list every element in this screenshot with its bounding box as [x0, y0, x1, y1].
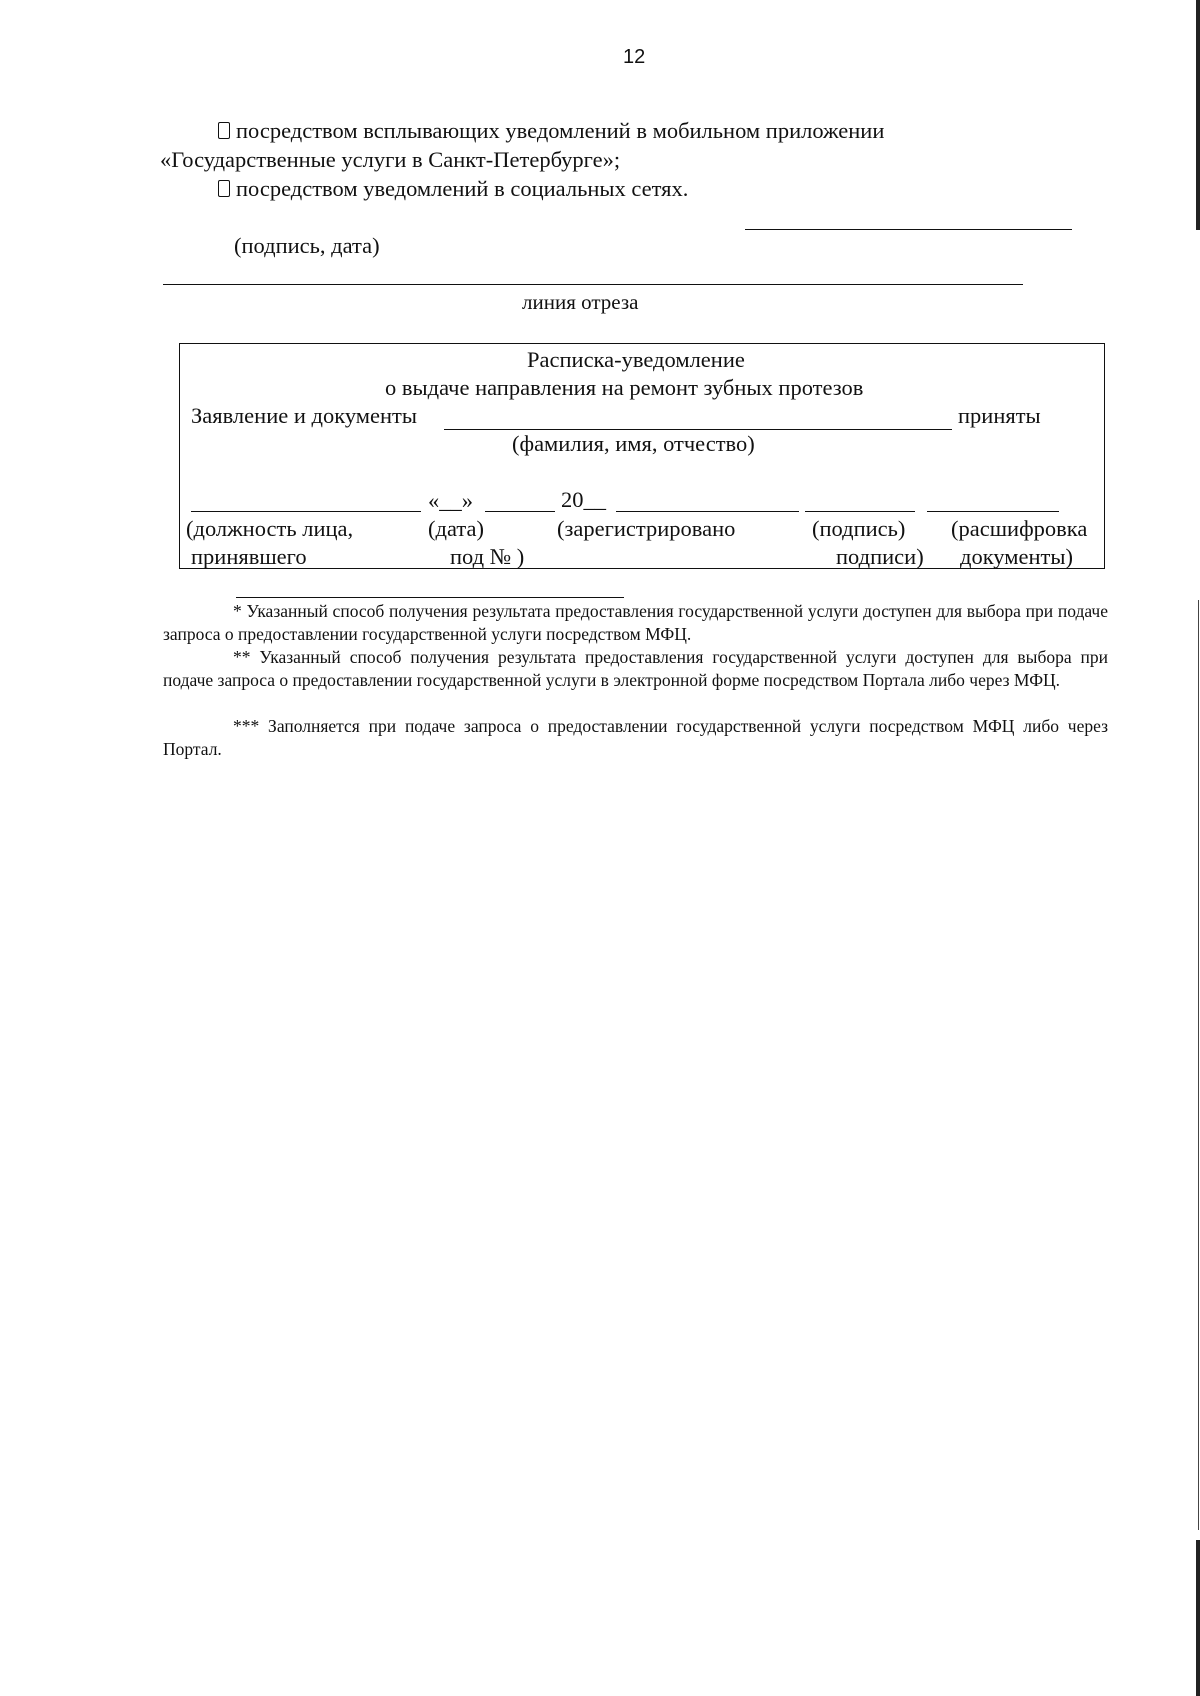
signature-field-line[interactable] — [805, 511, 915, 512]
caption-registered: (зарегистрировано — [557, 516, 736, 541]
caption-position-2: принявшего — [191, 544, 307, 569]
footnote-2-lead: ** Указанный способ получения результата предоставления государственной услуги доступен — [233, 647, 974, 667]
decoding-line[interactable] — [927, 511, 1059, 512]
caption-decoding-1: (расшифровка — [951, 516, 1088, 541]
caption-position-1: (должность лица, — [186, 516, 354, 541]
option-push-line1: посредством всплывающих уведомлений в мобильном приложении — [236, 118, 885, 143]
footnote-3-lead: *** Заполняется при подаче запроса о предоставлении государственной услуги посредством МФЦ — [233, 716, 1015, 736]
year-prefix: 20__ — [561, 487, 606, 512]
footnote-2-rest: для выбора при подаче запроса о предоставлении государственной услуги в электронной форме посредством Портала либо через МФЦ. — [163, 647, 1108, 690]
caption-date-1: (дата) — [428, 516, 484, 541]
checkbox-icon[interactable] — [218, 122, 230, 139]
option-push-line2: «Государственные услуги в Санкт-Петербурге»; — [160, 147, 621, 172]
receipt-title: Расписка-уведомление — [527, 347, 745, 372]
date-quotes: «__» — [428, 488, 473, 513]
documents-label: Заявление и документы — [191, 403, 417, 428]
checkbox-icon[interactable] — [218, 180, 230, 197]
caption-decoding-2: документы) — [960, 544, 1073, 569]
date-line[interactable] — [485, 511, 555, 512]
option-push-notification — [218, 118, 884, 144]
fio-line[interactable] — [444, 429, 952, 430]
footnote-1-lead: * Указанный способ получения результата предоставления государственной услуги доступен — [233, 601, 932, 621]
option-social-notification — [218, 176, 688, 202]
registration-line[interactable] — [616, 511, 799, 512]
signature-caption: (подпись, дата) — [234, 233, 380, 258]
footnote-3 — [163, 715, 1108, 761]
option-social-label: посредством уведомлений в социальных сетях. — [236, 176, 689, 201]
receipt-subtitle: о выдаче направления на ремонт зубных протезов — [385, 375, 864, 400]
caption-date-2: под № ) — [450, 544, 525, 569]
caption-signature-1: (подпись) — [812, 516, 906, 541]
footnote-1-rest: для выбора при подаче запроса о предоставлении государственной услуги посредством МФЦ. — [163, 601, 1109, 644]
footnote-3-rest: либо через Портал. — [163, 716, 1108, 759]
signature-line — [745, 229, 1072, 230]
scan-edge — [1196, 0, 1200, 230]
scan-edge — [1198, 600, 1200, 1530]
cut-line — [163, 284, 1023, 285]
page-number: 12 — [623, 46, 646, 68]
footnote-1 — [163, 600, 1108, 646]
footnote-separator — [236, 597, 624, 598]
scan-edge — [1196, 1540, 1200, 1696]
accepted-label: приняты — [958, 403, 1041, 428]
position-line[interactable] — [191, 511, 421, 512]
caption-signature-2: подписи) — [836, 544, 924, 569]
fio-caption: (фамилия, имя, отчество) — [512, 431, 755, 456]
footnote-2 — [163, 646, 1108, 692]
cut-line-label: линия отреза — [522, 290, 639, 314]
